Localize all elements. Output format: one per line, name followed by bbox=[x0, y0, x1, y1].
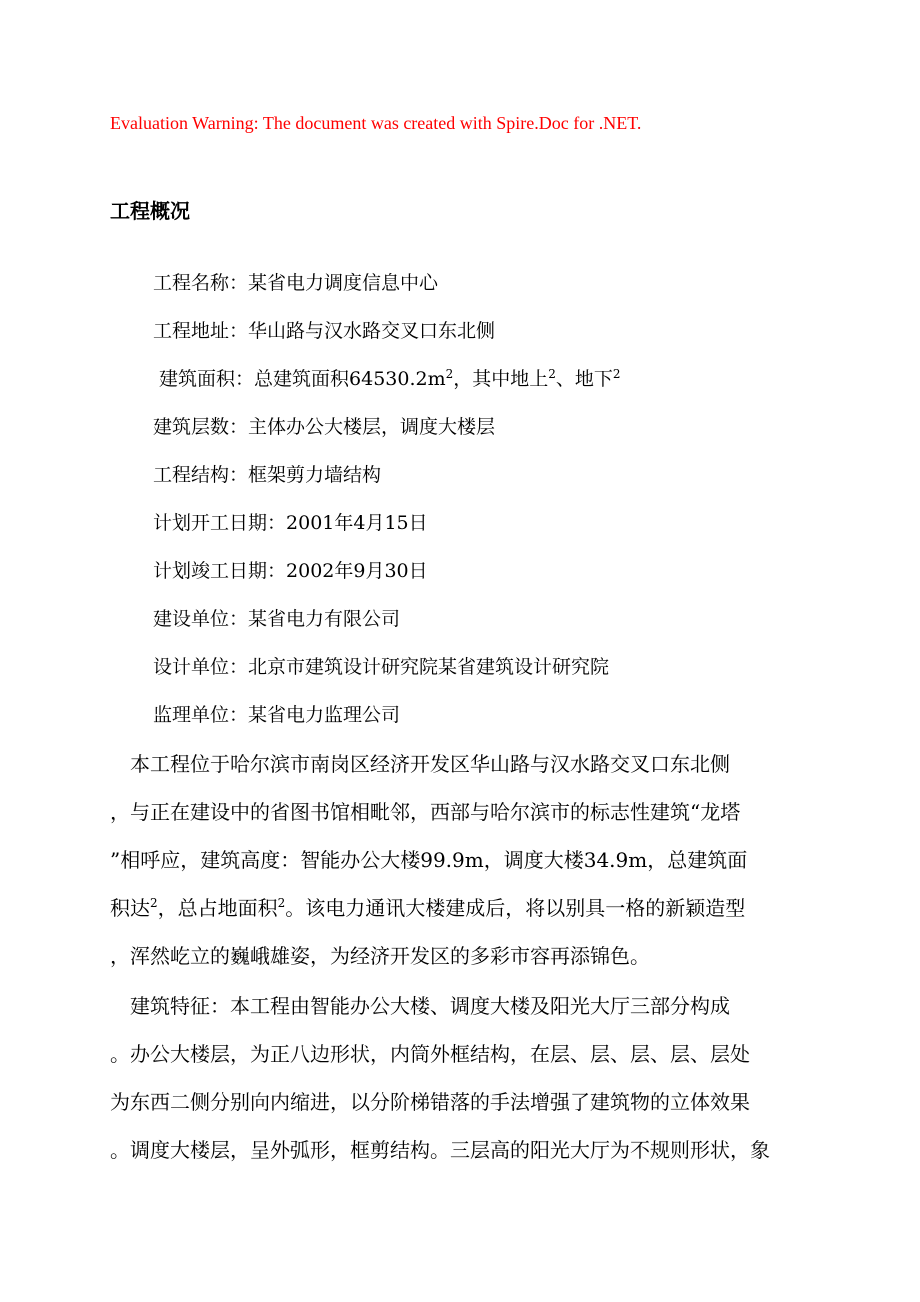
info-label: 监理单位： bbox=[153, 704, 249, 726]
text-part: 。该电力通讯大楼建成后，将以别具一格的新颖造型 bbox=[285, 896, 746, 920]
paragraph-2-line-3: 为东西二侧分别向内缩进，以分阶梯错落的手法增强了建筑物的立体效果 bbox=[110, 1090, 750, 1114]
info-value: 华山路与汉水路交叉口东北侧 bbox=[248, 320, 496, 342]
info-value: 框架剪力墙结构 bbox=[248, 464, 382, 486]
info-building-floors bbox=[153, 414, 495, 440]
info-label: 工程结构： bbox=[153, 464, 249, 486]
paragraph-1-line-4 bbox=[110, 895, 830, 921]
paragraph-2-line-1: 建筑特征：本工程由智能办公大楼、调度大楼及阳光大厅三部分构成 bbox=[110, 994, 730, 1018]
info-value: 2002年9月30日 bbox=[286, 560, 428, 582]
info-completion-date bbox=[153, 558, 428, 584]
evaluation-warning: Evaluation Warning: The document was created with Spire.Doc for .NET. bbox=[110, 113, 642, 133]
info-value: 北京市建筑设计研究院某省建筑设计研究院 bbox=[248, 656, 610, 678]
info-label: 工程地址： bbox=[153, 320, 249, 342]
paragraph-1-line-3: ”相呼应，建筑高度：智能办公大楼99.9m，调度大楼34.9m，总建筑面 bbox=[110, 848, 748, 872]
info-value-part: 、地下 bbox=[555, 368, 613, 390]
info-project-address bbox=[153, 318, 495, 344]
info-structure bbox=[153, 462, 381, 488]
info-designer bbox=[153, 654, 609, 680]
info-project-name bbox=[153, 270, 438, 296]
info-label: 设计单位： bbox=[153, 656, 249, 678]
info-supervisor bbox=[153, 702, 400, 728]
text-part: ，总占地面积 bbox=[157, 896, 278, 920]
info-start-date bbox=[153, 510, 428, 536]
info-owner bbox=[153, 606, 400, 632]
paragraph-1-line-2: ，与正在建设中的省图书馆相毗邻，西部与哈尔滨市的标志性建筑“龙塔 bbox=[110, 800, 741, 824]
section-title: 工程概况 bbox=[110, 199, 190, 223]
text-part: 积达 bbox=[110, 896, 150, 920]
paragraph-2-line-4: 。调度大楼层，呈外弧形，框剪结构。三层高的阳光大厅为不规则形状，象 bbox=[110, 1138, 770, 1162]
info-value: 某省电力调度信息中心 bbox=[248, 272, 439, 294]
superscript: 2 bbox=[445, 367, 454, 381]
superscript: 2 bbox=[277, 896, 286, 910]
info-value: 2001年4月15日 bbox=[286, 512, 428, 534]
superscript: 2 bbox=[150, 896, 158, 910]
superscript: 2 bbox=[612, 367, 621, 381]
paragraph-2-line-2: 。办公大楼层，为正八边形状，内筒外框结构，在层、层、层、层、层处 bbox=[110, 1042, 750, 1066]
paragraph-1-line-1: 本工程位于哈尔滨市南岗区经济开发区华山路与汉水路交叉口东北侧 bbox=[110, 752, 730, 776]
superscript: 2 bbox=[548, 367, 556, 381]
info-building-area bbox=[159, 366, 621, 392]
info-label: 计划开工日期： bbox=[153, 512, 287, 534]
info-value-part: 总建筑面积64530.2m bbox=[254, 368, 446, 390]
info-label: 建筑面积： bbox=[159, 368, 255, 390]
info-label: 建设单位： bbox=[153, 608, 249, 630]
info-value: 某省电力监理公司 bbox=[248, 704, 401, 726]
info-label: 建筑层数： bbox=[153, 416, 249, 438]
info-label: 工程名称： bbox=[153, 272, 249, 294]
info-value-part: ，其中地上 bbox=[453, 368, 549, 390]
info-value: 某省电力有限公司 bbox=[248, 608, 401, 630]
info-value: 主体办公大楼层，调度大楼层 bbox=[248, 416, 496, 438]
info-label: 计划竣工日期： bbox=[153, 560, 287, 582]
paragraph-1-line-5: ，浑然屹立的巍峨雄姿，为经济开发区的多彩市容再添锦色。 bbox=[110, 944, 650, 968]
